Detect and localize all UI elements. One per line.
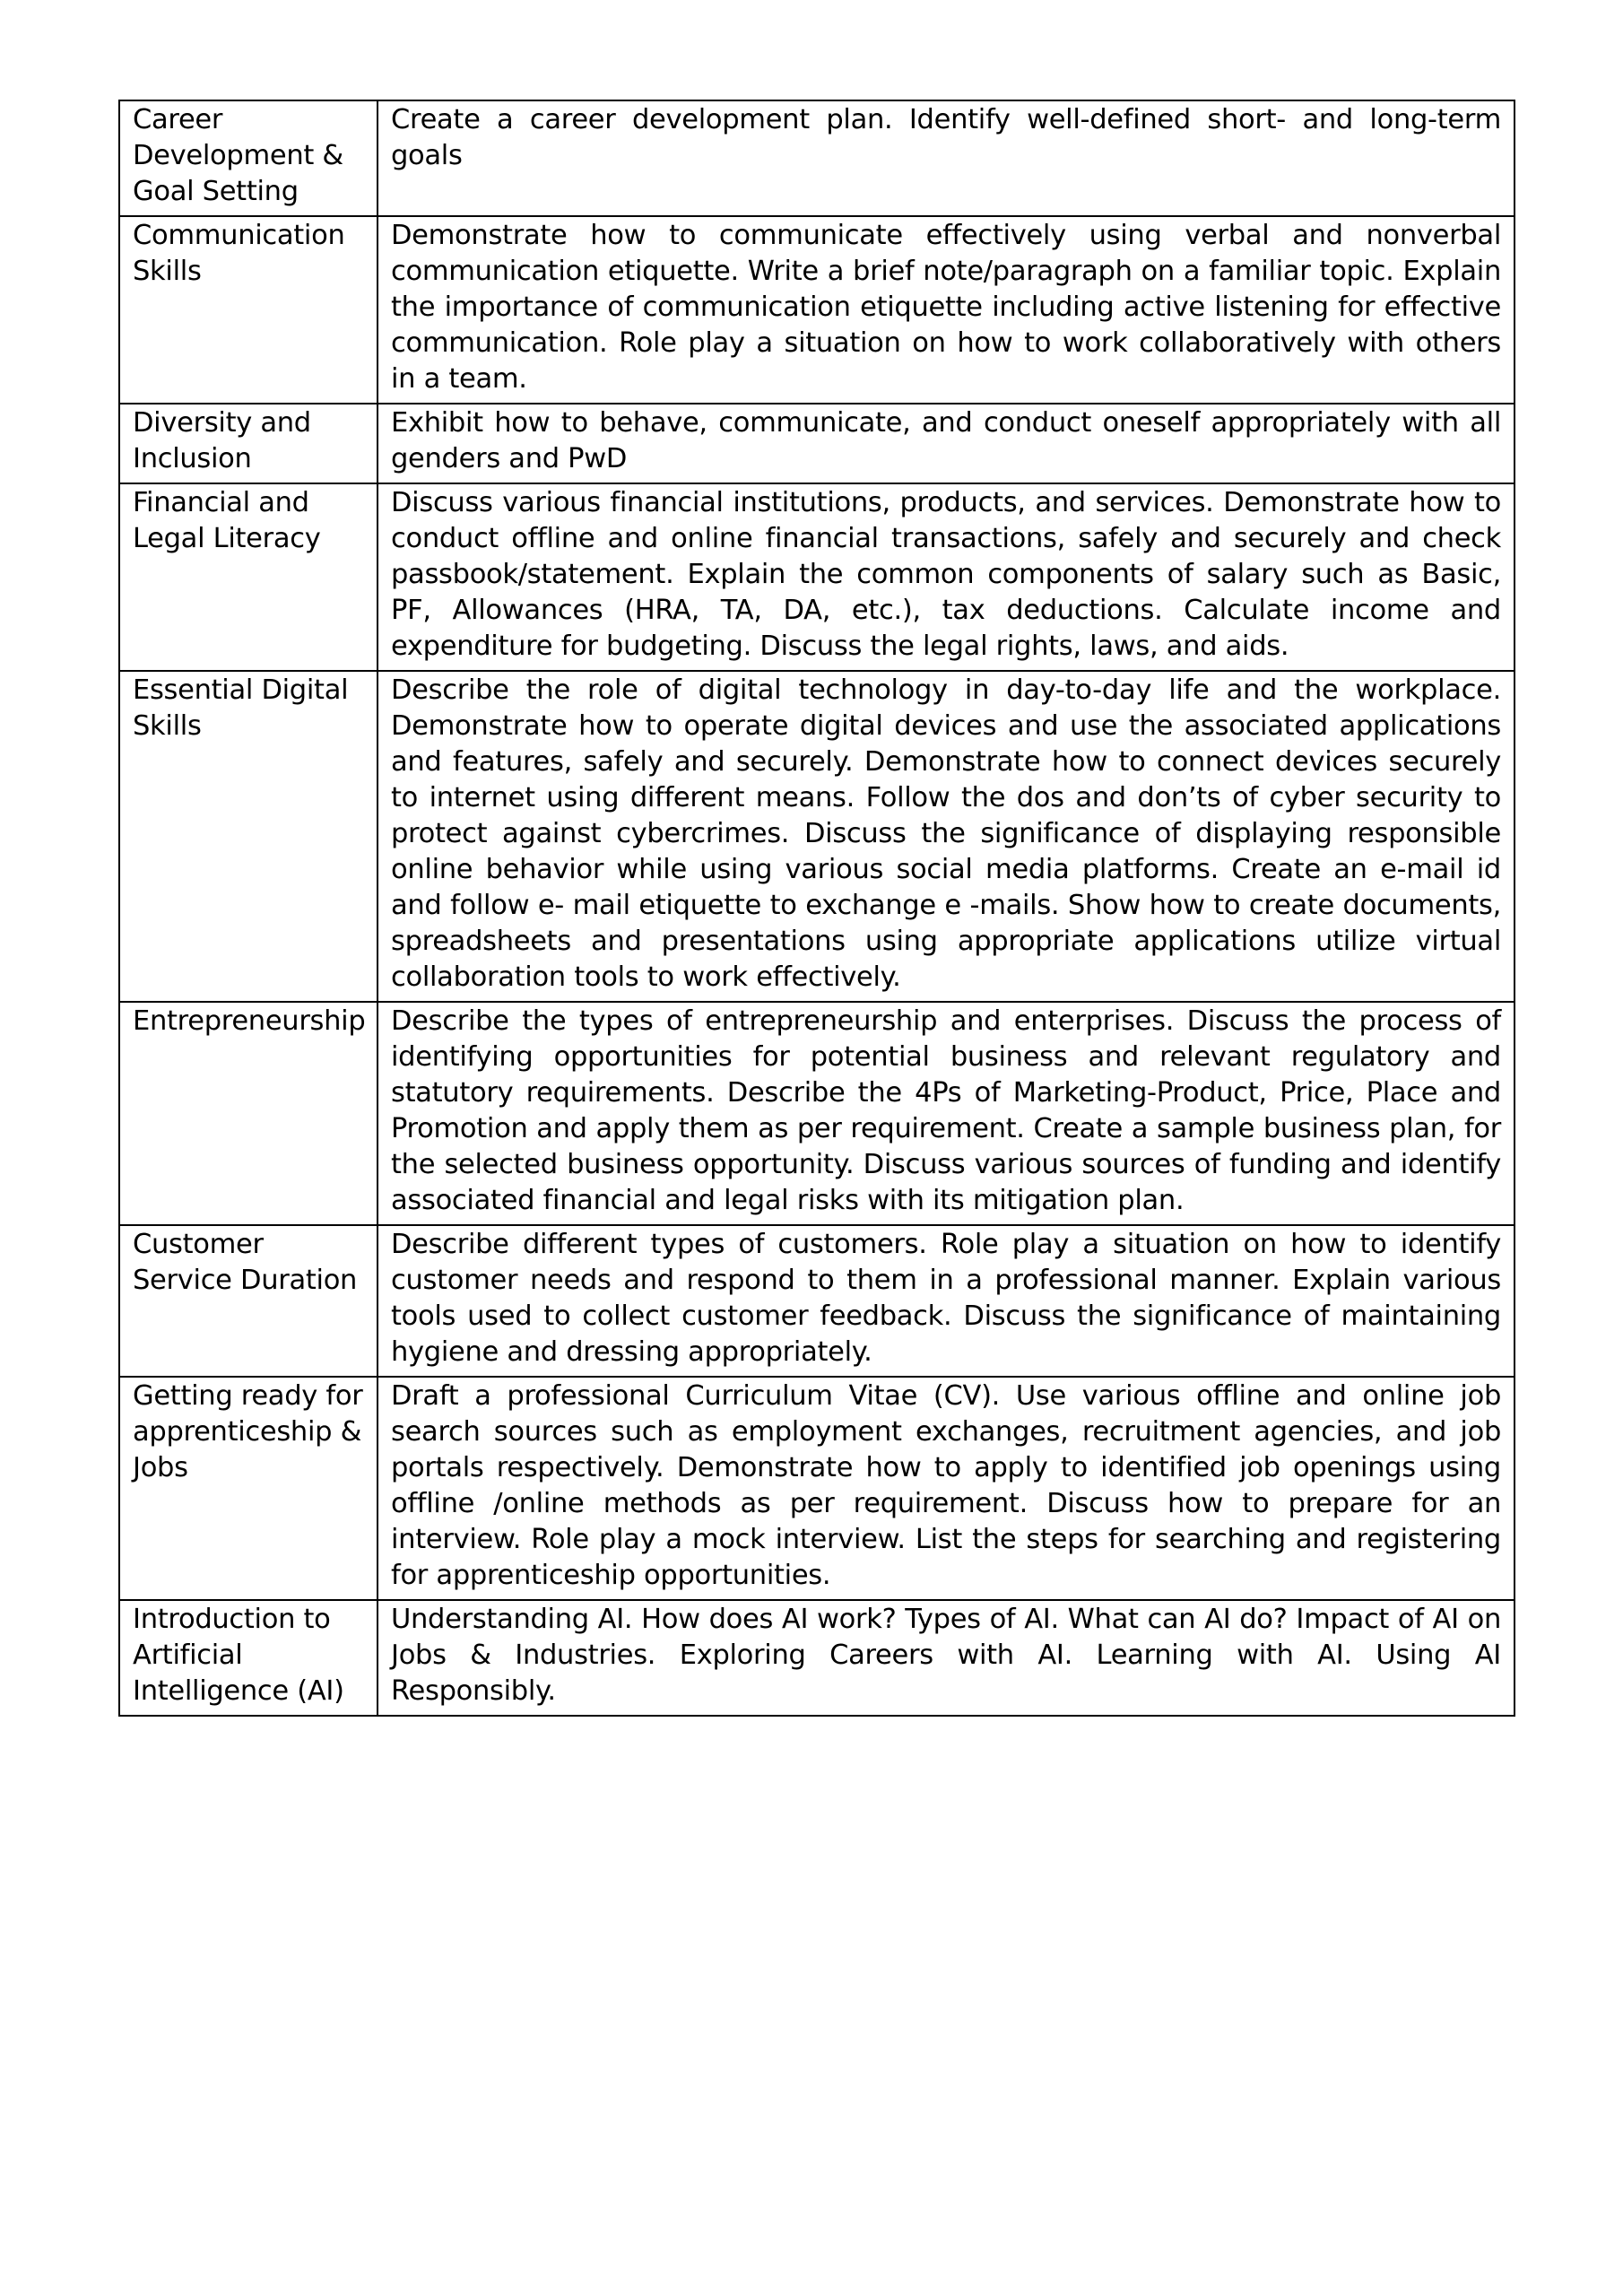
table-row [119,483,1515,671]
description-cell: Understanding AI. How does AI work? Types of AI. What can AI do? Impact of AI on Jobs & Industries. Exploring Careers with AI. Learning with AI. Using AI Responsibly. [378,1600,1515,1716]
table-row [119,1002,1515,1225]
table-row [119,1600,1515,1716]
table-row [119,404,1515,483]
topic-cell: Getting ready for apprenticeship & Jobs [119,1377,378,1600]
table-row [119,1225,1515,1377]
topic-cell: Entrepreneurship [119,1002,378,1225]
topic-cell: Introduction to Artificial Intelligence (AI) [119,1600,378,1716]
topic-cell: Diversity and Inclusion [119,404,378,483]
description-cell: Describe different types of customers. Role play a situation on how to identify customer needs and respond to them in a professional manner. Explain various tools used to collect customer feedback. Discuss the significance of maintaining hygiene and dressing appropriately. [378,1225,1515,1377]
description-cell: Demonstrate how to communicate effectively using verbal and nonverbal communication etiquette. Write a brief note/paragraph on a familiar topic. Explain the importance of communication etiquette including active listening for effective communication. Role play a situation on how to work collaboratively with others in a team. [378,216,1515,404]
table-row [119,100,1515,216]
description-cell: Create a career development plan. Identify well-defined short- and long-term goals [378,100,1515,216]
topic-cell: Essential Digital Skills [119,671,378,1002]
topic-cell: Financial and Legal Literacy [119,483,378,671]
table-row [119,216,1515,404]
description-cell: Discuss various financial institutions, products, and services. Demonstrate how to conduct offline and online financial transactions, safely and securely and check passbook/statement. Explain the common components of salary such as Basic, PF, Allowances (HRA, TA, DA, etc.), tax deductions. Calculate income and expenditure for budgeting. Discuss the legal rights, laws, and aids. [378,483,1515,671]
syllabus-table [118,100,1515,1717]
description-cell: Describe the role of digital technology in day-to-day life and the workplace. Demonstrate how to operate digital devices and use the associated applications and features, safely and securely. Demonstrate how to connect devices securely to internet using different means. Follow the dos and don’ts of cyber security to protect against cybercrimes. Discuss the significance of displaying responsible online behavior while using various social media platforms. Create an e-mail id and follow e- mail etiquette to exchange e -mails. Show how to create documents, spreadsheets and presentations using appropriate applications utilize virtual collaboration tools to work effectively. [378,671,1515,1002]
description-cell: Draft a professional Curriculum Vitae (CV). Use various offline and online job search sources such as employment exchanges, recruitment agencies, and job portals respectively. Demonstrate how to apply to identified job openings using offline /online methods as per requirement. Discuss how to prepare for an interview. Role play a mock interview. List the steps for searching and registering for apprenticeship opportunities. [378,1377,1515,1600]
topic-cell: Communication Skills [119,216,378,404]
description-cell: Exhibit how to behave, communicate, and conduct oneself appropriately with all genders and PwD [378,404,1515,483]
description-cell: Describe the types of entrepreneurship and enterprises. Discuss the process of identifying opportunities for potential business and relevant regulatory and statutory requirements. Describe the 4Ps of Marketing-Product, Price, Place and Promotion and apply them as per requirement. Create a sample business plan, for the selected business opportunity. Discuss various sources of funding and identify associated financial and legal risks with its mitigation plan. [378,1002,1515,1225]
table-row [119,1377,1515,1600]
table-row [119,671,1515,1002]
topic-cell: Career Development & Goal Setting [119,100,378,216]
topic-cell: Customer Service Duration [119,1225,378,1377]
